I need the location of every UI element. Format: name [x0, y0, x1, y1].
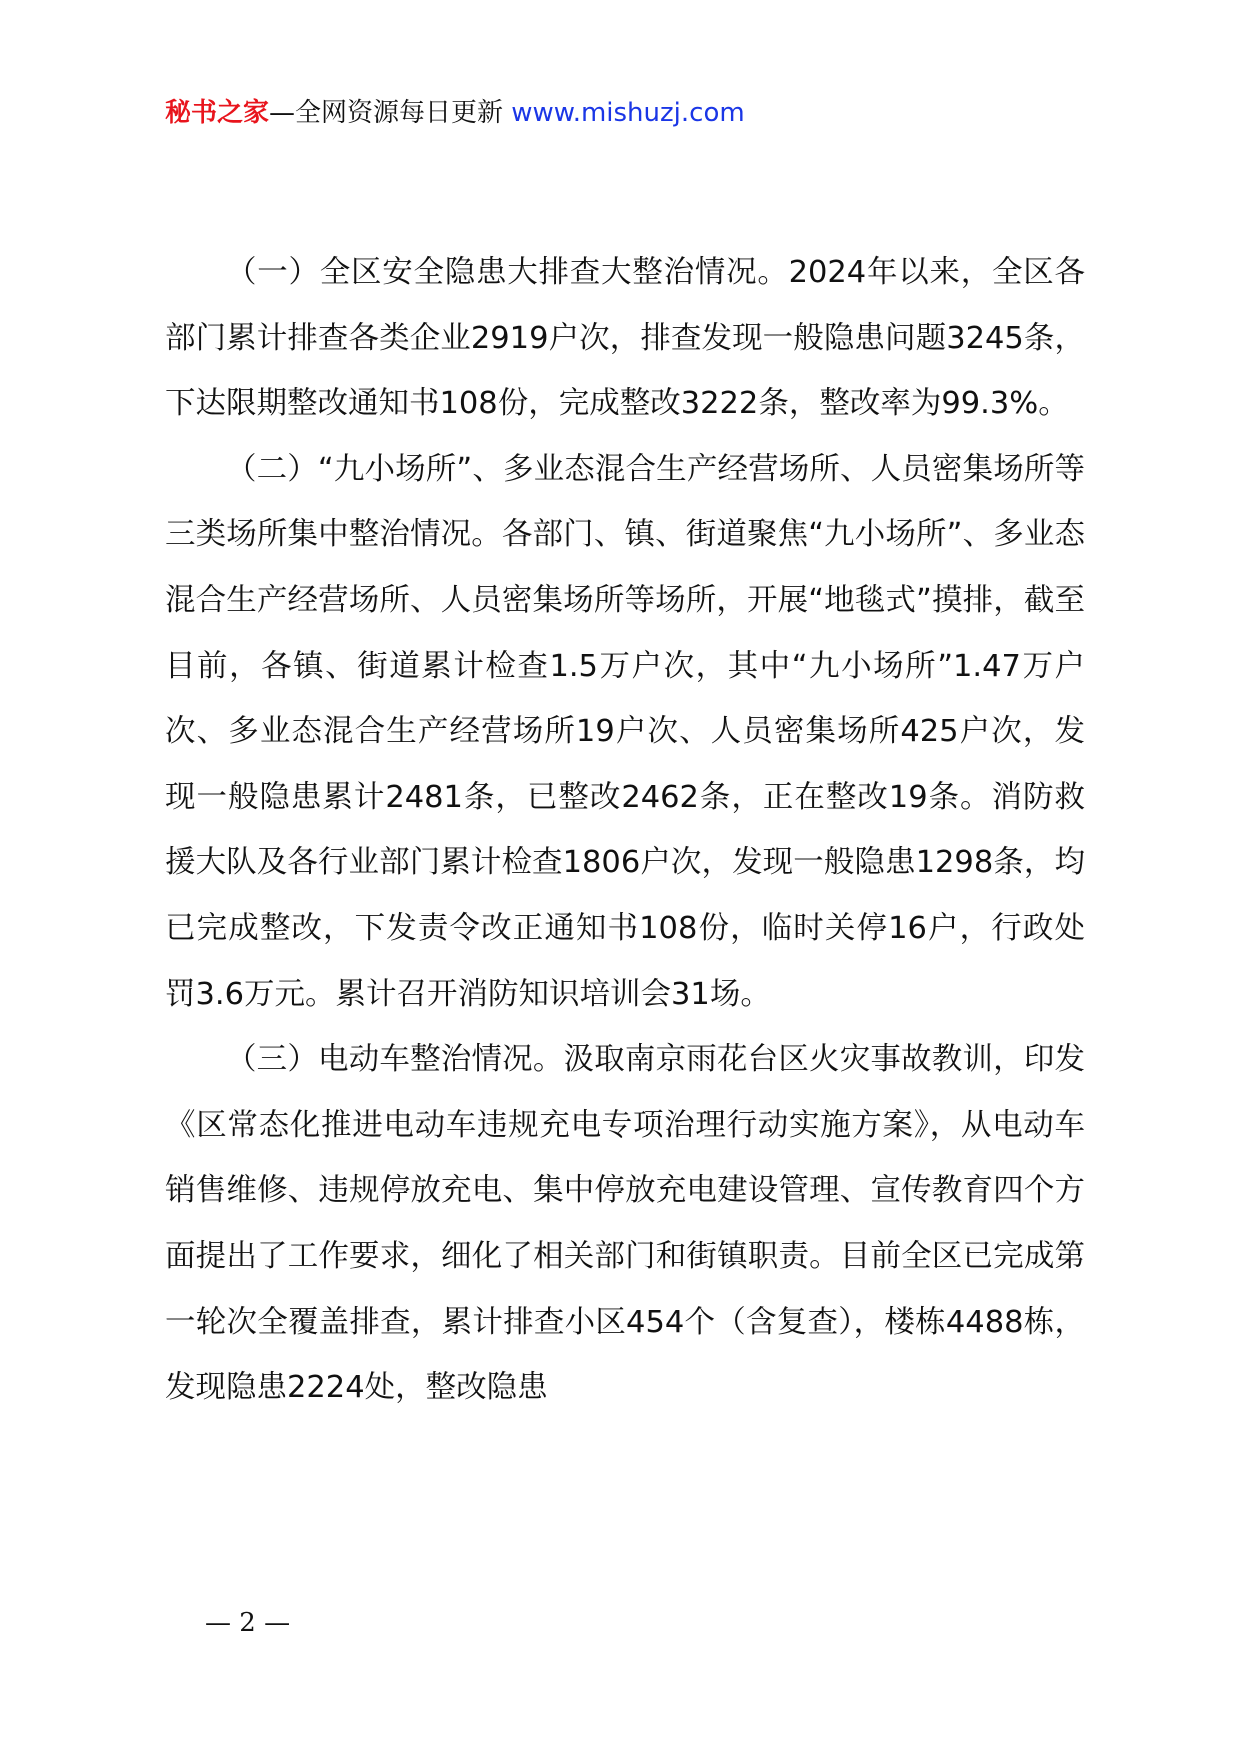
- header-slogan: —全网资源每日更新: [269, 98, 512, 128]
- page-number: — 2 —: [205, 1608, 291, 1638]
- paragraph-e-bike-rectification: （三）电动车整治情况。汲取南京雨花台区火灾事故教训，印发《区常态化推进电动车违规充电专项治理行动实施方案》，从电动车销售维修、违规停放充电、集中停放充电建设管理、宣传教育四个方面提出了工作要求，细化了相关部门和街镇职责。目前全区已完成第一轮次全覆盖排查，累计排查小区454个（含复查），楼栋4488栋，发现隐患2224处，整改隐患: [165, 1042, 1085, 1406]
- paragraph-safety-hazards: （一）全区安全隐患大排查大整治情况。2024年以来，全区各部门累计排查各类企业2919户次，排查发现一般隐患问题3245条，下达限期整改通知书108份，完成整改3222条，整改率为99.3%。: [165, 255, 1085, 422]
- paragraph-venue-rectification: （二）“九小场所”、多业态混合生产经营场所、人员密集场所等三类场所集中整治情况。各部门、镇、街道聚焦“九小场所”、多业态混合生产经营场所、人员密集场所等场所，开展“地毯式”摸排，截至目前，各镇、街道累计检查1.5万户次，其中“九小场所”1.47万户次、多业态混合生产经营场所19户次、人员密集场所425户次，发现一般隐患累计2481条，已整改2462条，正在整改19条。消防救援大队及各行业部门累计检查1806户次，发现一般隐患1298条，均已完成整改，下发责令改正通知书108份，临时关停16户，行政处罚3.6万元。累计召开消防知识培训会31场。: [165, 451, 1085, 1012]
- site-header: [165, 96, 745, 130]
- document-body: [165, 240, 1085, 1421]
- site-url-link[interactable]: www.mishuzj.com: [511, 98, 745, 128]
- brand-name: 秘书之家: [165, 98, 270, 128]
